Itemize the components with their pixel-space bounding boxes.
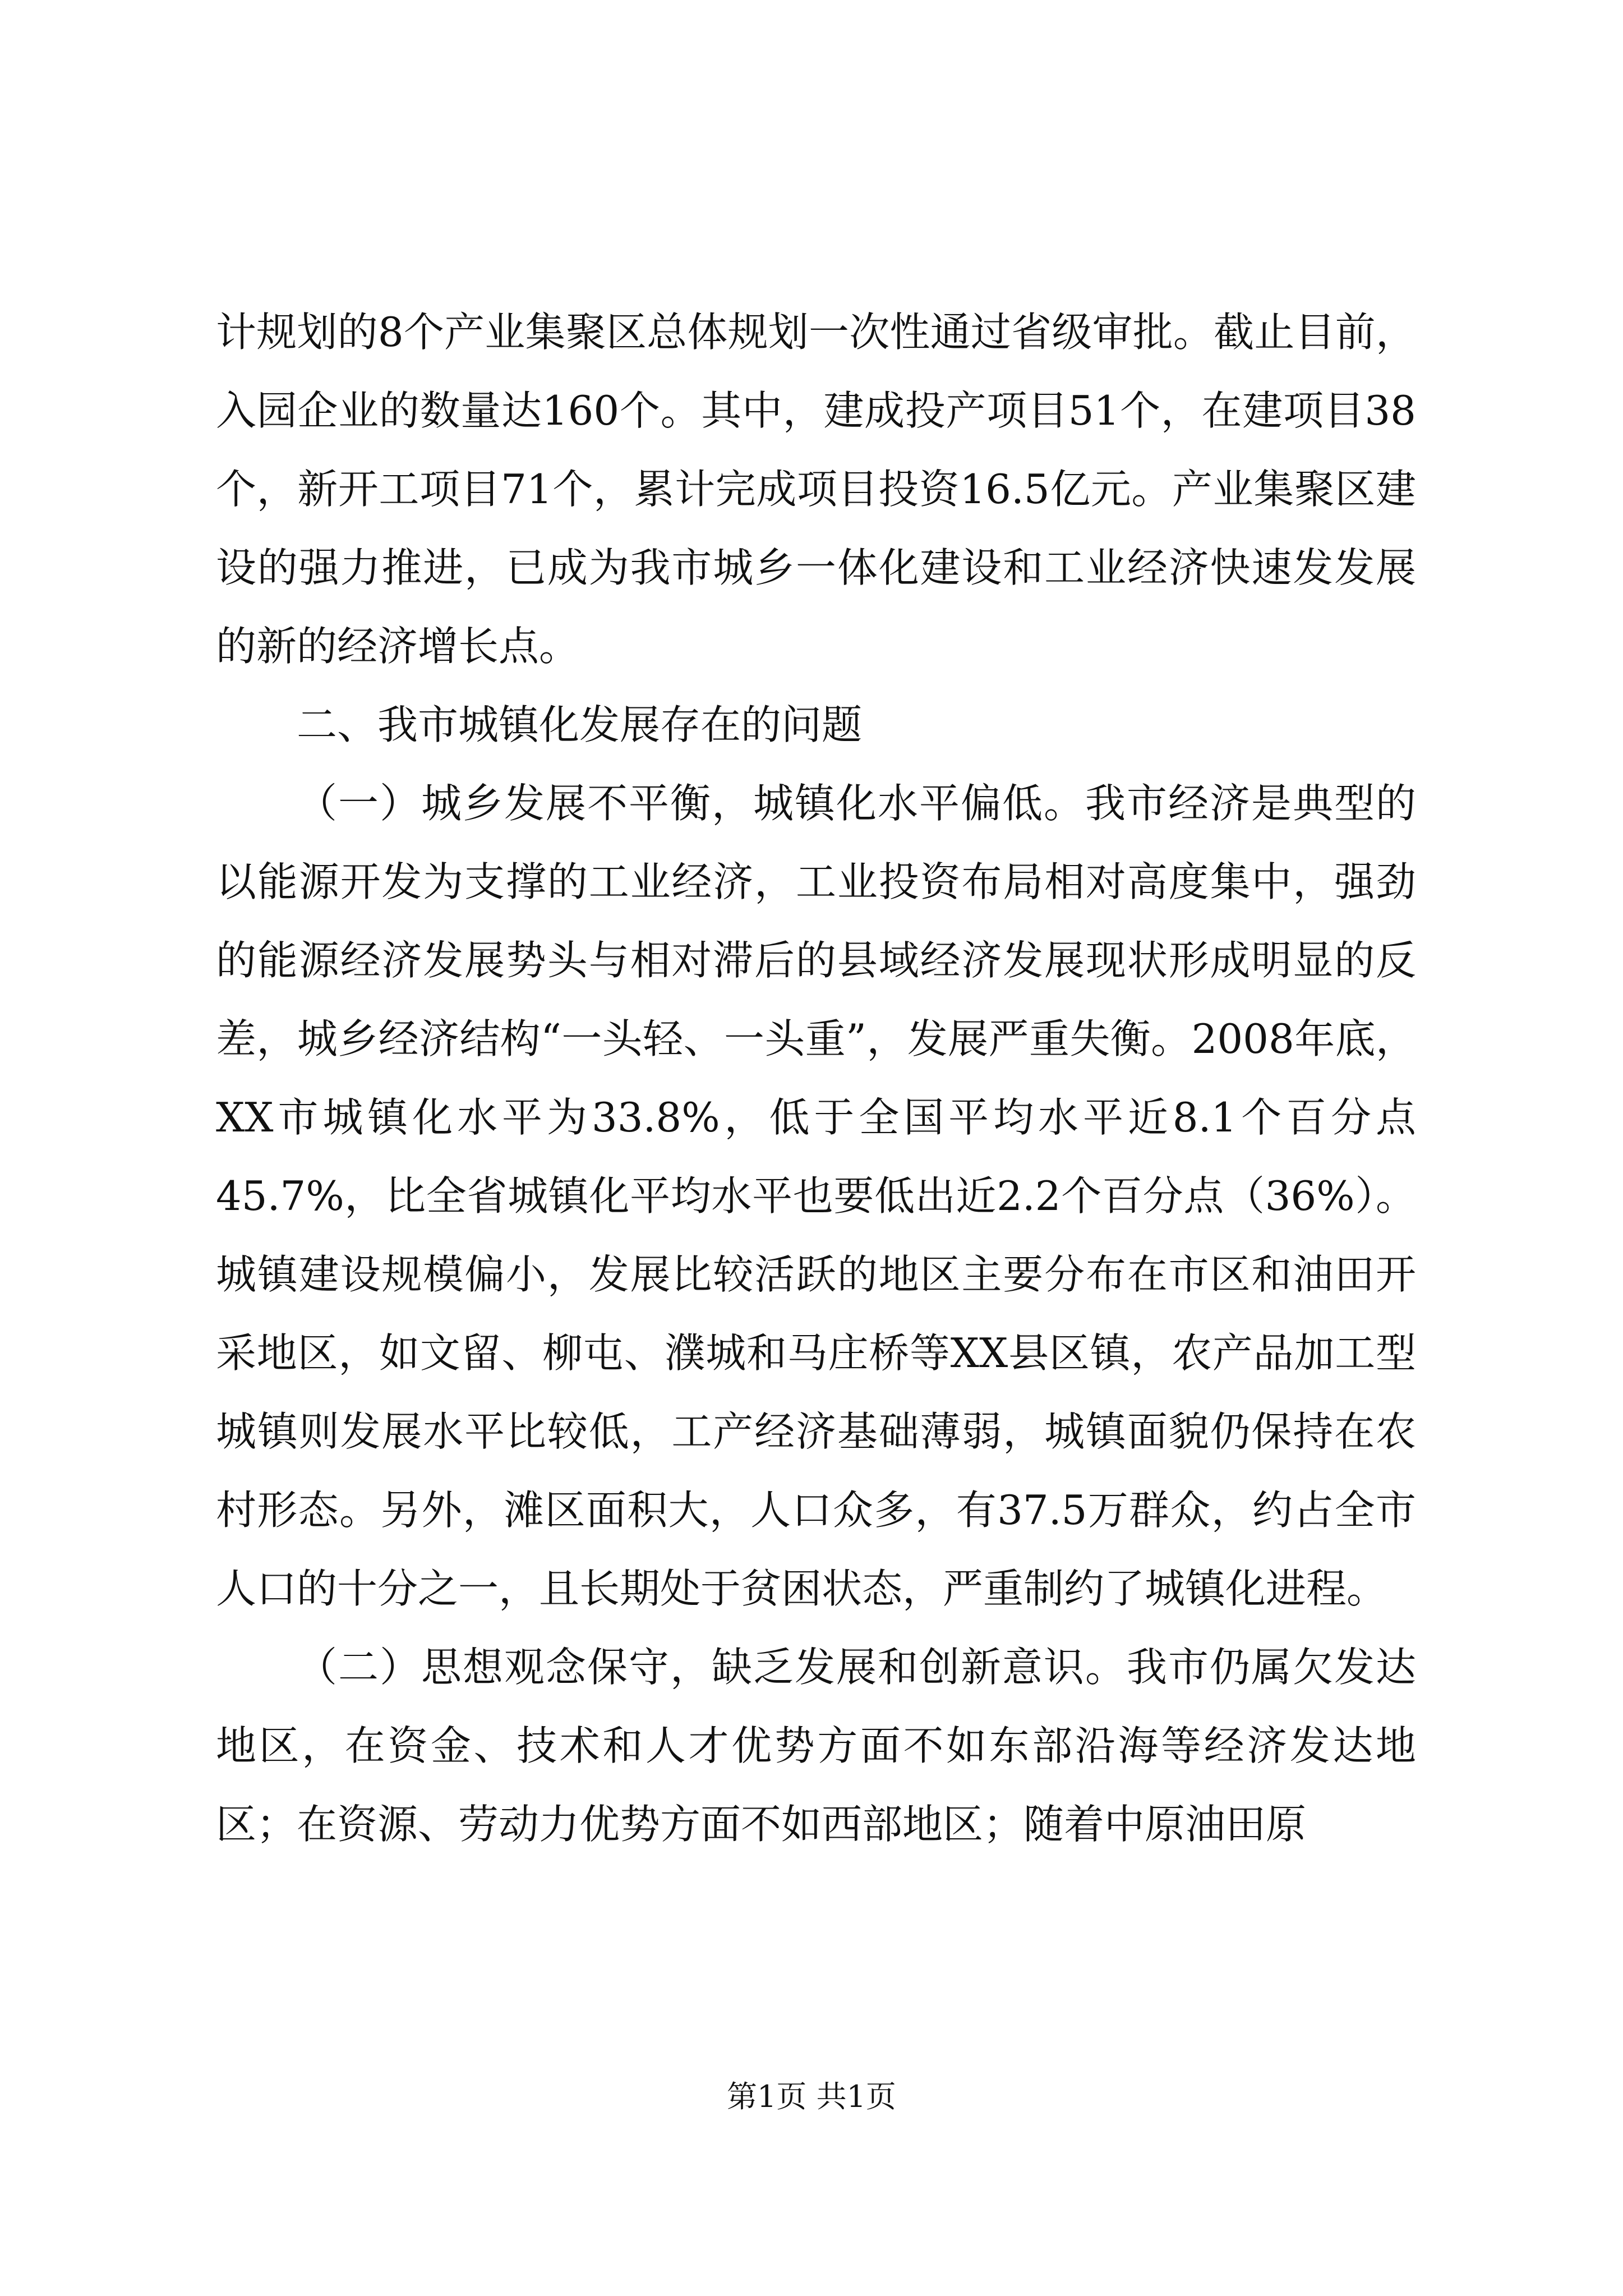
paragraph-industrial-clusters: 计规划的8个产业集聚区总体规划一次性通过省级审批。截止目前，入园企业的数量达160个。其中，建成投产项目51个，在建项目38个，新开工项目71个，累计完成项目投资16.5亿元。产业集聚区建设的强力推进，已成为我市城乡一体化建设和工业经济快速发发展的新的经济增长点。 [216,309,1416,670]
document-body [216,293,1416,1864]
paragraph-problem-two: （二）思想观念保守，缺乏发展和创新意识。我市仍属欠发达地区，在资金、技术和人才优势方面不如东部沿海等经济发达地区；在资源、劳动力优势方面不如西部地区；随着中原油田原 [216,1644,1416,1848]
page-footer: 第1页 共1页 [727,2079,896,2114]
paragraph-problem-one: （一）城乡发展不平衡，城镇化水平偏低。我市经济是典型的以能源开发为支撑的工业经济，工业投资布局相对高度集中，强劲的能源经济发展势头与相对滞后的县域经济发展现状形成明显的反差，城乡经济结构“一头轻、一头重”，发展严重失衡。2008年底，XX市城镇化水平为33.8%，低于全国平均水平近8.1个百分点45.7%，比全省城镇化平均水平也要低出近2.2个百分点（36%）。城镇建设规模偏小，发展比较活跃的地区主要分布在市区和油田开采地区，如文留、柳屯、濮城和马庄桥等XX县区镇，农产品加工型城镇则发展水平比较低，工产经济基础薄弱，城镇面貌仍保持在农村形态。另外，滩区面积大，人口众多，有37.5万群众，约占全市人口的十分之一，且长期处于贫困状态，严重制约了城镇化进程。 [216,780,1416,1612]
section-heading-urbanization-problems: 二、我市城镇化发展存在的问题 [297,701,863,748]
